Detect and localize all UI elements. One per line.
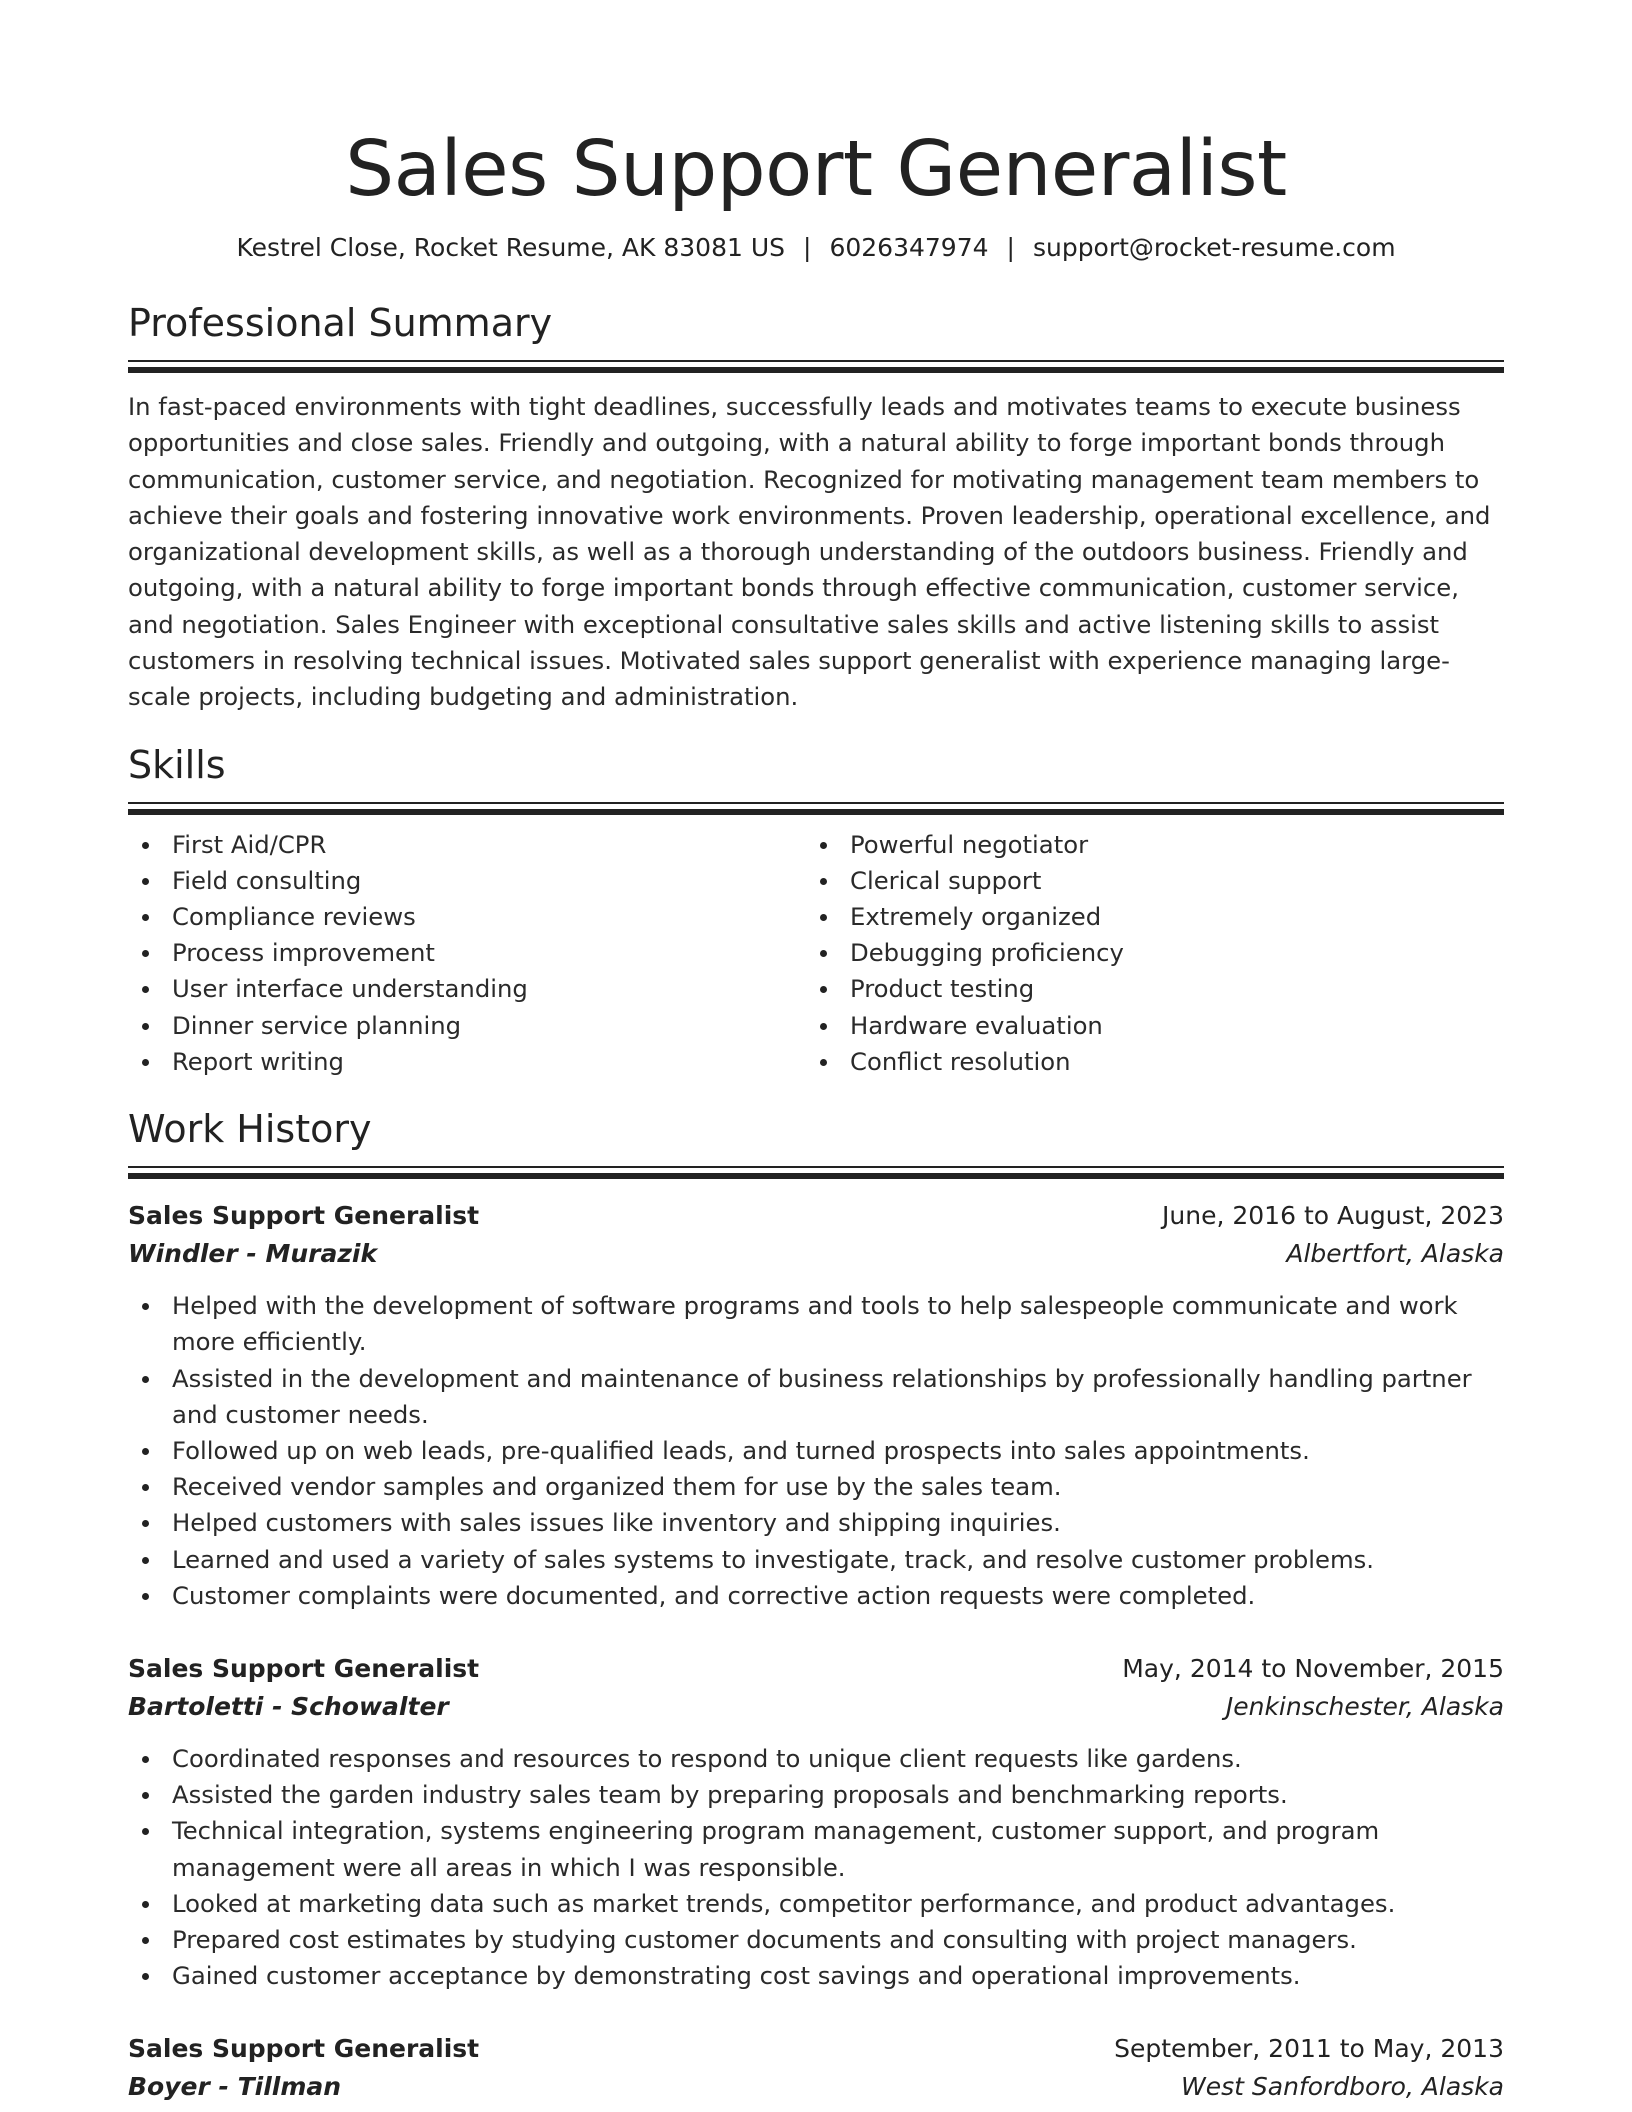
- job-employer: Windler - Murazik: [128, 1239, 378, 1269]
- job-title: Sales Support Generalist: [128, 2034, 480, 2064]
- skill-item: Debugging proficiency: [806, 935, 1484, 971]
- job-bullet: Received vendor samples and organized them for use by the sales team.: [128, 1469, 1504, 1505]
- job-title: Sales Support Generalist: [128, 1653, 480, 1683]
- skill-item: Dinner service planning: [128, 1008, 806, 1044]
- job-bullet: Helped customers with sales issues like inventory and shipping inquiries.: [128, 1505, 1504, 1541]
- job-subheader: [128, 1235, 1504, 1273]
- job-bullet: Helped with the development of software programs and tools to help salespeople communicate and work more efficiently.: [128, 1288, 1504, 1360]
- job-bullet: Looked at marketing data such as market trends, competitor performance, and product advantages.: [128, 1886, 1504, 1922]
- job-bullet: Gained customer acceptance by demonstrating cost savings and operational improvements.: [128, 1958, 1504, 1994]
- contact-separator: |: [1006, 233, 1015, 262]
- contact-address: Kestrel Close, Rocket Resume, AK 83081 US: [236, 233, 786, 262]
- job-subheader: [128, 2068, 1504, 2106]
- skill-item: Report writing: [128, 1044, 806, 1080]
- skill-item: Clerical support: [806, 863, 1484, 899]
- section-title-skills: Skills: [128, 742, 226, 787]
- job-entry: [128, 1650, 1504, 1994]
- skill-item: Extremely organized: [806, 899, 1484, 935]
- job-bullet: Assisted the garden industry sales team by preparing proposals and benchmarking reports.: [128, 1777, 1504, 1813]
- job-employer: Boyer - Tillman: [128, 2072, 342, 2102]
- job-bullet: Prepared cost estimates by studying customer documents and consulting with project managers.: [128, 1922, 1504, 1958]
- job-bullet: Technical integration, systems engineering program management, customer support, and program management were all areas in which I was responsible.: [128, 1813, 1504, 1885]
- candidate-name: Sales Support Generalist: [345, 125, 1287, 214]
- section-divider: [128, 802, 1504, 813]
- skill-item: Hardware evaluation: [806, 1008, 1484, 1044]
- contact-separator: |: [803, 233, 812, 262]
- skills-columns: [128, 827, 1504, 1080]
- job-dates: May, 2014 to November, 2015: [1122, 1653, 1504, 1683]
- job-entry: [128, 1197, 1504, 1614]
- job-entry: [128, 2030, 1504, 2106]
- job-location: West Sanfordboro, Alaska: [1181, 2072, 1504, 2102]
- job-dates: June, 2016 to August, 2023: [1162, 1201, 1504, 1231]
- job-bullet: Followed up on web leads, pre-qualified leads, and turned prospects into sales appointments.: [128, 1433, 1504, 1469]
- contact-phone: 6026347974: [829, 233, 989, 262]
- skill-item: First Aid/CPR: [128, 827, 806, 863]
- section-title-work-history: Work History: [128, 1107, 372, 1152]
- job-location: Albertfort, Alaska: [1286, 1239, 1504, 1269]
- resume-page: [128, 0, 1504, 2106]
- job-bullet: Learned and used a variety of sales systems to investigate, track, and resolve customer problems.: [128, 1542, 1504, 1578]
- contact-line: [128, 230, 1504, 266]
- skill-item: Field consulting: [128, 863, 806, 899]
- section-divider: [128, 1166, 1504, 1177]
- skills-list-left: [128, 827, 806, 1080]
- section-divider: [128, 360, 1504, 371]
- job-location: Jenkinschester, Alaska: [1225, 1691, 1504, 1721]
- job-dates: September, 2011 to May, 2013: [1114, 2034, 1504, 2064]
- job-header: [128, 1197, 1504, 1235]
- skill-item: User interface understanding: [128, 971, 806, 1007]
- job-bullets: [128, 1741, 1504, 1994]
- job-bullet: Assisted in the development and maintenance of business relationships by professionally handling partner and customer needs.: [128, 1361, 1504, 1433]
- job-title: Sales Support Generalist: [128, 1201, 480, 1231]
- job-header: [128, 1650, 1504, 1688]
- job-employer: Bartoletti - Schowalter: [128, 1691, 449, 1721]
- summary-text: In fast-paced environments with tight deadlines, successfully leads and motivates teams to execute business opportunities and close sales. Friendly and outgoing, with a natural ability to forge important bonds through communication, customer service, and negotiation. Recognized for motivating management team members to achieve their goals and fostering innovative work environments. Proven leadership, operational excellence, and organizational development skills, as well as a thorough understanding of the outdoors business. Friendly and outgoing, with a natural ability to forge important bonds through effective communication, customer service, and negotiation. Sales Engineer with exceptional consultative sales skills and active listening skills to assist customers in resolving technical issues. Motivated sales support generalist with experience managing large-scale projects, including budgeting and administration.: [128, 392, 1491, 712]
- skill-item: Process improvement: [128, 935, 806, 971]
- job-bullet: Coordinated responses and resources to respond to unique client requests like gardens.: [128, 1741, 1504, 1777]
- skill-item: Conflict resolution: [806, 1044, 1484, 1080]
- job-bullets: [128, 1288, 1504, 1614]
- job-header: [128, 2030, 1504, 2068]
- job-bullet: Customer complaints were documented, and corrective action requests were completed.: [128, 1578, 1504, 1614]
- section-title-summary: Professional Summary: [128, 301, 553, 345]
- skills-list-right: [806, 827, 1484, 1080]
- skill-item: Product testing: [806, 971, 1484, 1007]
- contact-email: support@rocket-resume.com: [1032, 233, 1396, 262]
- skill-item: Powerful negotiator: [806, 827, 1484, 863]
- job-subheader: [128, 1688, 1504, 1726]
- skill-item: Compliance reviews: [128, 899, 806, 935]
